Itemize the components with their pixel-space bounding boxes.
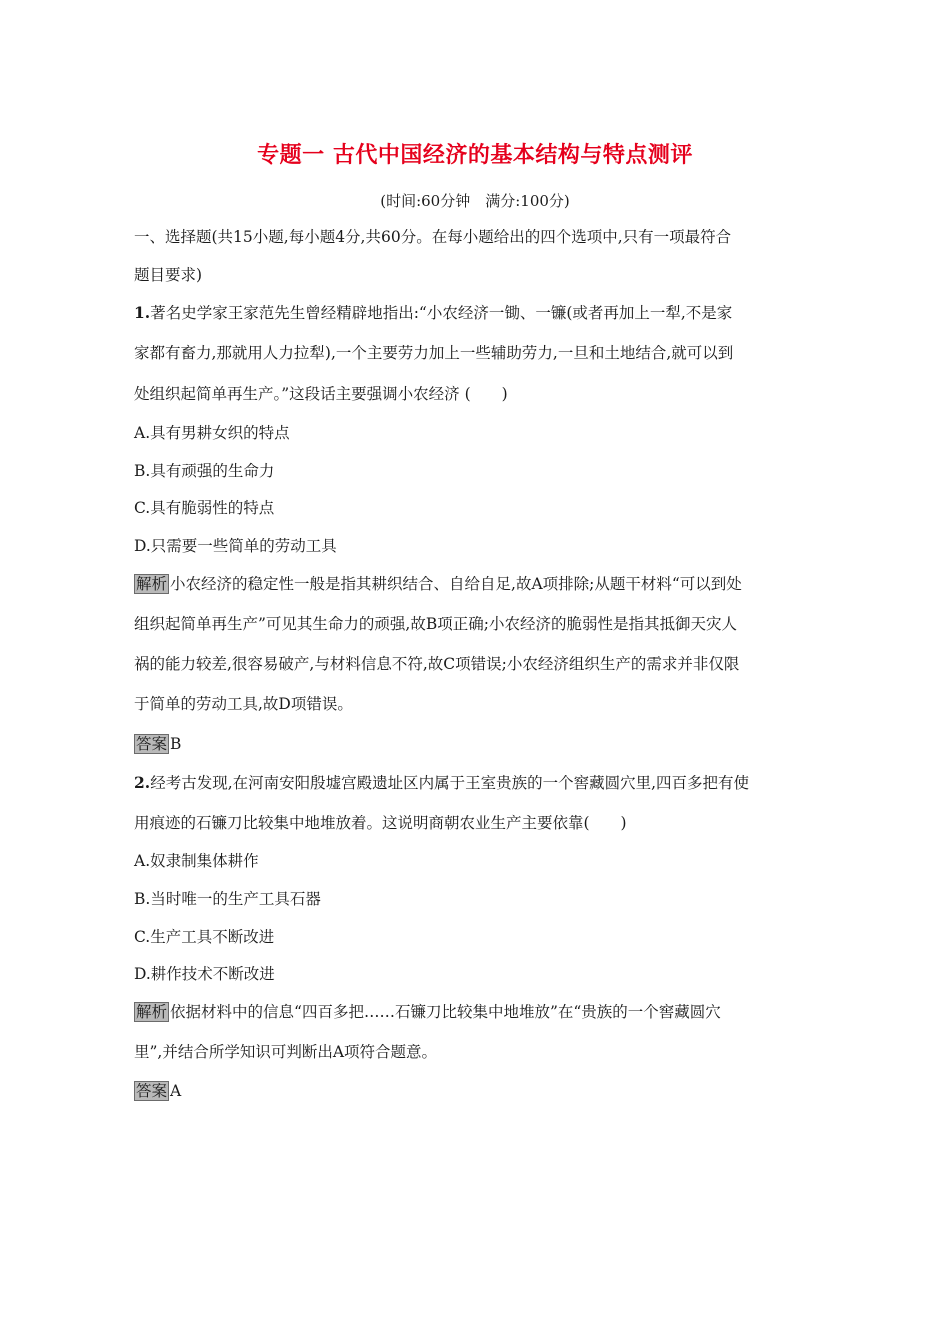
question-2-analysis-line-2: 里”,并结合所学知识可判断出A项符合题意。	[134, 1043, 438, 1061]
analysis-tag: 解析	[136, 1003, 168, 1021]
question-1-answer	[134, 734, 181, 754]
section-heading-line-1: 一、选择题(共15小题,每小题4分,共60分。在每小题给出的四个选项中,只有一项最符合	[134, 228, 732, 246]
question-number: 2.	[134, 773, 151, 792]
question-1-option-a: A.具有男耕女织的特点	[134, 424, 290, 442]
question-1-analysis-line-1	[134, 574, 742, 594]
question-2-analysis-line-1	[134, 1002, 721, 1022]
question-2-stem-line-1	[134, 773, 749, 793]
analysis-text: 小农经济的稳定性一般是指其耕织结合、自给自足,故A项排除;从题干材料“可以到处	[170, 575, 742, 593]
question-1-option-b: B.具有顽强的生命力	[134, 462, 275, 480]
question-1-stem-line-2: 家都有畜力,那就用人力拉犁),一个主要劳力加上一些辅助劳力,一旦和土地结合,就可以到	[134, 344, 734, 362]
question-1-analysis-line-2: 组织起简单再生产”可见其生命力的顽强,故B项正确;小农经济的脆弱性是指其抵御天灾人	[134, 615, 737, 633]
question-1-analysis-line-3: 祸的能力较差,很容易破产,与材料信息不符,故C项错误;小农经济组织生产的需求并非仅限	[134, 655, 740, 673]
analysis-tag: 解析	[136, 575, 168, 593]
answer-tag: 答案	[136, 1082, 168, 1100]
stem-text: 著名史学家王家范先生曾经精辟地指出:“小农经济一锄、一镰(或者再加上一犁,不是家	[150, 304, 733, 322]
analysis-text: 依据材料中的信息“四百多把……石镰刀比较集中地堆放”在“贵族的一个窖藏圆穴	[170, 1003, 721, 1021]
answer-value: A	[170, 1082, 182, 1100]
question-2-option-d: D.耕作技术不断改进	[134, 965, 275, 983]
exam-meta: (时间:60分钟 满分:100分)	[380, 192, 570, 210]
stem-text: 经考古发现,在河南安阳殷墟宫殿遗址区内属于王室贵族的一个窖藏圆穴里,四百多把有使	[150, 774, 750, 792]
answer-value: B	[170, 735, 182, 753]
page-title: 专题一 古代中国经济的基本结构与特点测评	[257, 143, 693, 168]
question-number: 1.	[134, 303, 151, 322]
section-heading-line-2: 题目要求)	[134, 266, 203, 284]
question-1-option-c: C.具有脆弱性的特点	[134, 499, 275, 517]
question-2-option-c: C.生产工具不断改进	[134, 928, 275, 946]
question-2-option-b: B.当时唯一的生产工具石器	[134, 890, 321, 908]
question-1-analysis-line-4: 于简单的劳动工具,故D项错误。	[134, 695, 353, 713]
question-1-option-d: D.只需要一些简单的劳动工具	[134, 537, 337, 555]
question-1-stem-line-3: 处组织起简单再生产。”这段话主要强调小农经济 ( )	[134, 385, 508, 403]
question-1-stem-line-1	[134, 303, 732, 323]
question-2-option-a: A.奴隶制集体耕作	[134, 852, 259, 870]
answer-tag: 答案	[136, 735, 168, 753]
question-2-stem-line-2: 用痕迹的石镰刀比较集中地堆放着。这说明商朝农业生产主要依靠( )	[134, 814, 627, 832]
question-2-answer	[134, 1081, 181, 1101]
